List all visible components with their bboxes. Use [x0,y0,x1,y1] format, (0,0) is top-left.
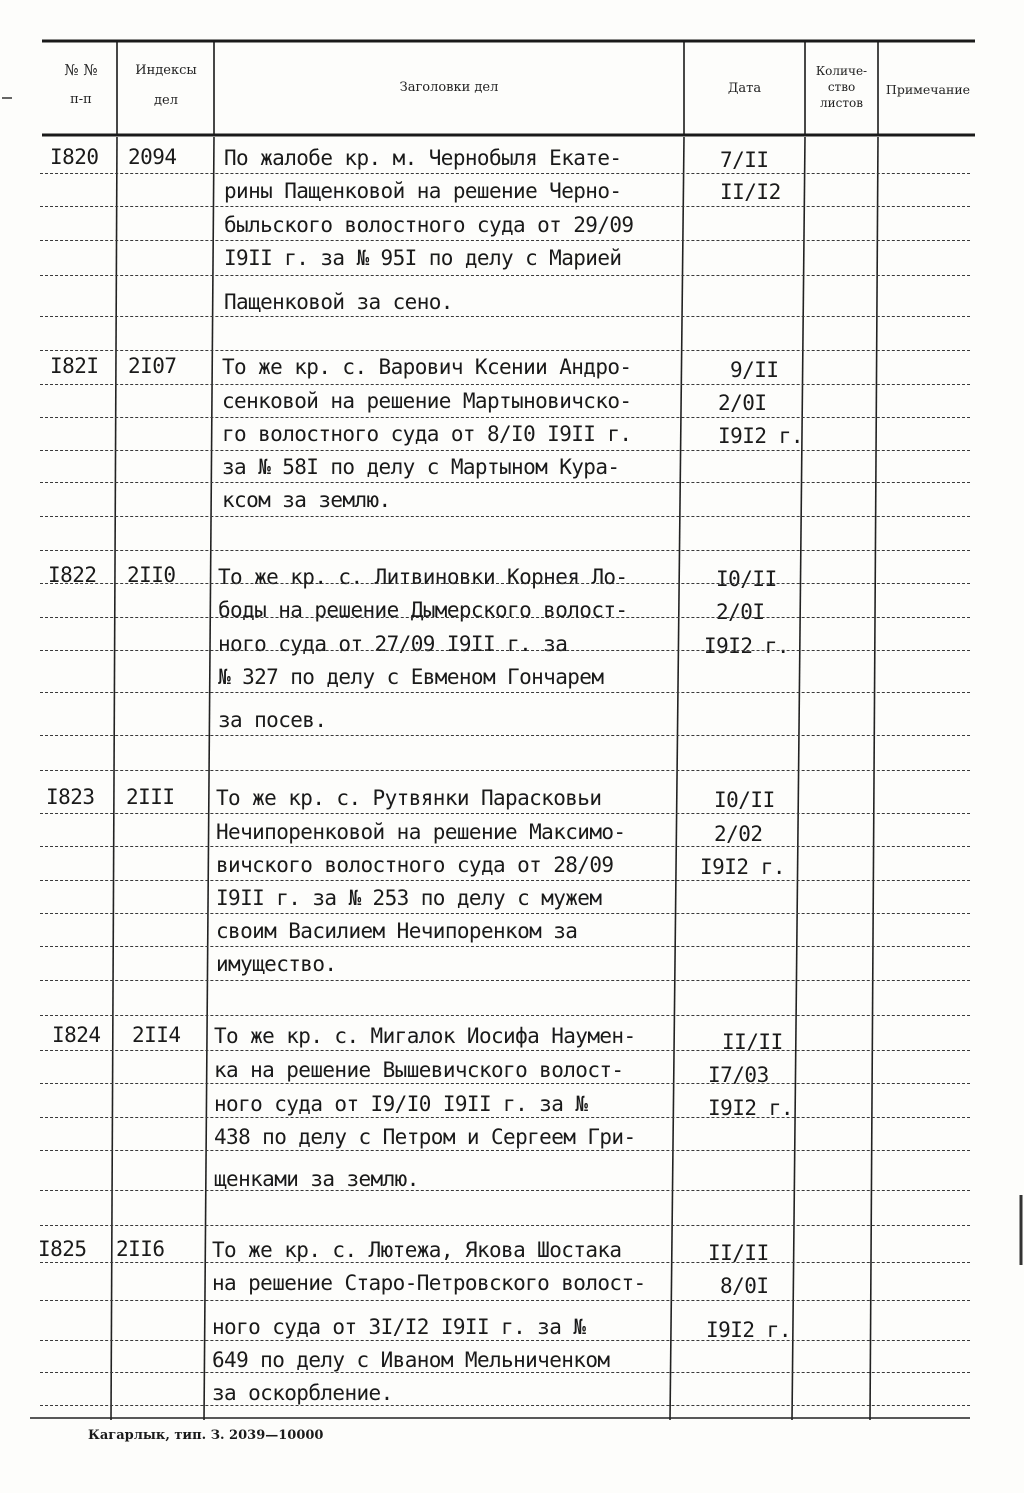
header-count-label [805,63,878,111]
entry-title-line: боды на решение Дымерского волост- [218,598,628,622]
entry-date: 2/0I [718,391,767,415]
entry-title-line: на решение Старо-Петровского волост- [212,1271,646,1295]
entry-title-line: Нечипоренковой на решение Максимо- [216,820,626,844]
entry-number: I824 [52,1023,101,1047]
entry-title-line: го волостного суда от 8/I0 I9II г. [222,422,632,446]
entry-date: 9/II [730,358,779,382]
header-count-label-line3: листов [820,96,863,110]
ruling-line [40,980,970,981]
entry-index: 2I07 [128,354,177,378]
ruling-line [40,692,970,693]
entry-title-line: быльского волостного суда от 29/09 [224,213,634,237]
entry-title-line: То же кр. с. Варович Ксении Андро- [222,355,632,379]
ruling-line [40,813,970,814]
entry-index: 2II0 [127,563,176,587]
ruling-line [40,1225,970,1226]
entry-title-line: имущество. [216,952,337,976]
ruling-line [40,316,970,317]
ruling-line [40,880,970,881]
ruling-line [40,1150,970,1151]
entry-title-line: ного суда от I9/I0 I9II г. за № [214,1092,588,1116]
entry-date: I9I2 г. [718,424,804,448]
entry-index: 2094 [128,145,177,169]
entry-title-line: ного суда от 27/09 I9II г. за [218,632,568,656]
entry-number: I822 [48,563,97,587]
ruling-line [40,417,970,418]
header-index-label-line2: дел [154,93,178,108]
ruling-line [40,846,970,847]
ruling-line [40,1117,970,1118]
entry-title-line: То же кр. с. Рутвянки Парасковьи [216,786,602,810]
entry-date: I0/II [716,567,777,591]
ruling-line [40,946,970,947]
ruling-line [40,650,970,651]
ruling-line [40,550,970,551]
ruling-line [40,482,970,483]
entry-index: 2II4 [132,1023,181,1047]
ruling-line [40,1405,970,1406]
ruling-line [40,583,970,584]
header-count-label-line2: ство [827,80,856,94]
ruling-line [40,173,970,174]
header-note-label: Примечание [885,82,971,97]
ruling-line [40,1083,970,1084]
entry-title-line: По жалобе кр. м. Чернобыля Екате- [224,146,622,170]
entry-index: 2II6 [116,1237,165,1261]
ruling-line [40,617,970,618]
entry-title-line: за оскорбление. [212,1381,393,1405]
ruling-line [40,913,970,914]
header-date-label: Дата [727,81,762,96]
ruling-line [40,350,970,351]
entry-date: 2/0I [716,600,765,624]
header-number-label-line1: № № [64,61,98,79]
entry-title-line: 649 по делу с Иваном Мельниченком [212,1348,610,1372]
entry-title-line: То же кр. с. Мигалок Иосифа Наумен- [214,1024,636,1048]
entry-title-line: рины Пащенковой на решение Черно- [224,179,622,203]
entry-title-line: То же кр. с. Литвиновки Корнея Ло- [218,565,628,589]
entry-date: I9I2 г. [706,1318,792,1342]
entry-title-line: щенками за землю. [214,1167,419,1191]
entry-title-line: ксом за землю. [222,488,391,512]
ruling-line [40,240,970,241]
ruling-line [40,735,970,736]
header-title-label: Заголовки дел [399,80,499,95]
entry-number: I820 [50,145,99,169]
ruling-line [40,1050,970,1051]
entry-date: 8/0I [720,1274,769,1298]
header-index-label [118,62,214,109]
entry-title-line: ного суда от 3I/I2 I9II г. за № [212,1315,586,1339]
entry-title-line: своим Василием Нечипоренком за [216,919,578,943]
ruling-line [40,275,970,276]
entry-date: II/I2 [720,180,781,204]
entry-number: I823 [46,785,95,809]
header-count-label-line1: Количе- [815,64,868,78]
header-number-label-line2: п-п [70,92,92,107]
header-number-label [48,62,114,108]
entry-date: I9I2 г. [700,855,786,879]
entry-date: I0/II [714,788,775,812]
ruling-line [40,450,970,451]
ruling-line [40,384,970,385]
entry-title-line: ка на решение Вышевичского волост- [214,1058,624,1082]
entry-date: 2/02 [714,822,763,846]
printer-imprint: Кагарлык, тип. З. 2039—10000 [88,1428,324,1443]
ruling-line [40,1300,970,1301]
entry-date: II/II [722,1030,783,1054]
ruling-line [40,1262,970,1263]
ruling-line [40,206,970,207]
entry-title-line: Пащенковой за сено. [224,290,453,314]
ruling-line [40,1015,970,1016]
entry-title-line: за посев. [218,708,327,732]
header-index-label-line1: Индексы [135,63,197,78]
entry-title-line: № 327 по делу с Евменом Гончарем [218,665,604,689]
ruling-line [40,1190,970,1191]
entry-date: I7/03 [708,1063,769,1087]
entry-number: I825 [38,1237,87,1261]
entry-title-line: сенковой на решение Мартыновичско- [222,389,632,413]
entry-title-line: То же кр. с. Лютежа, Якова Шостака [212,1238,622,1262]
entry-title-line: за № 58I по делу с Мартыном Кура- [222,455,620,479]
ruling-line [40,1340,970,1341]
entry-title-line: 438 по делу с Петром и Сергеем Гри- [214,1125,636,1149]
entry-title-line: вичского волостного суда от 28/09 [216,853,614,877]
entry-date: 7/II [720,148,769,172]
entry-title-line: I9II г. за № 95I по делу с Марией [224,246,622,270]
entry-date: II/II [708,1241,769,1265]
entry-index: 2III [126,785,175,809]
ruling-line [40,516,970,517]
entry-date: I9I2 г. [704,634,790,658]
entry-title-line: I9II г. за № 253 по делу с мужем [216,886,602,910]
ruling-line [40,1372,970,1373]
entry-date: I9I2 г. [708,1096,794,1120]
ruling-line [40,770,970,771]
entry-number: I82I [50,354,99,378]
